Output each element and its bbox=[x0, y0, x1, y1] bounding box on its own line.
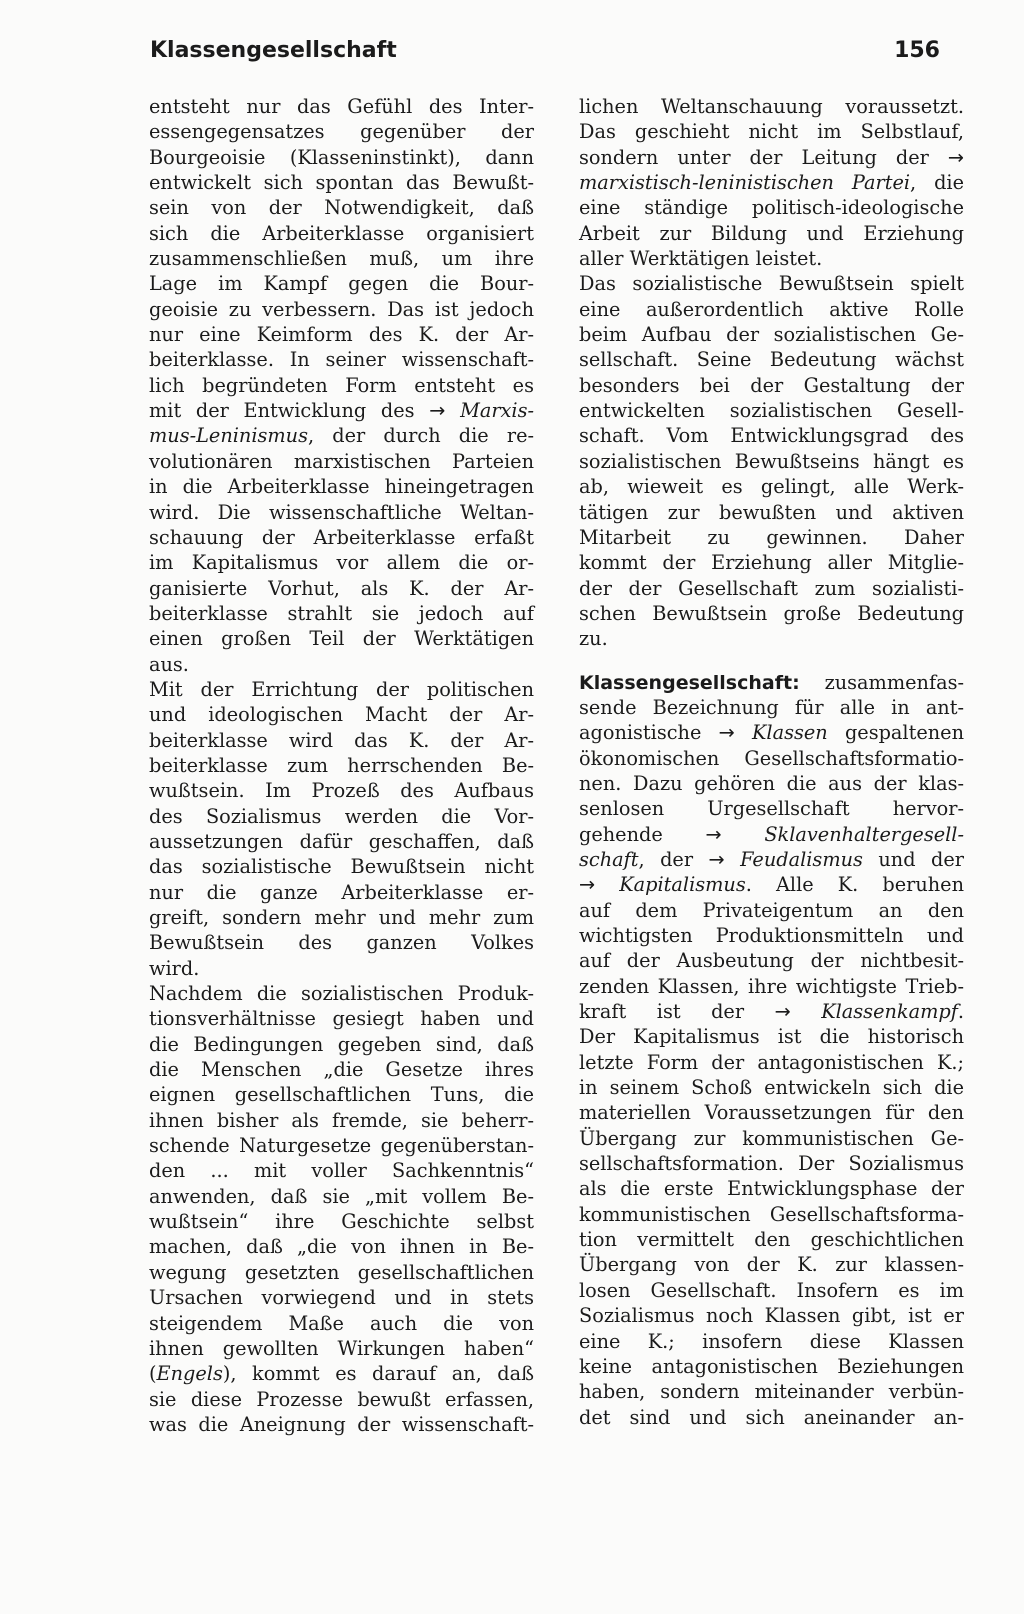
page-number: 156 bbox=[894, 38, 940, 63]
text-line bbox=[149, 500, 534, 525]
cross-reference-arrow-icon: → bbox=[947, 145, 964, 169]
text-segment: wichtigsten Produktionsmitteln und bbox=[579, 924, 964, 947]
text-segment: sellschaft. Seine Bedeutung wächst bbox=[579, 348, 964, 372]
text-line bbox=[579, 1202, 964, 1227]
text-line bbox=[149, 297, 534, 322]
text-line bbox=[149, 525, 534, 550]
text-segment: sich die Arbeiterklasse organisiert bbox=[149, 221, 534, 245]
text-line bbox=[149, 398, 534, 423]
text-line bbox=[149, 1032, 534, 1057]
text-line bbox=[149, 449, 534, 474]
text-segment: ökonomischen Gesellschaftsformatio- bbox=[579, 746, 964, 770]
text-line bbox=[579, 373, 964, 398]
text-segment: wird. bbox=[149, 956, 200, 980]
text-segment: agonistische bbox=[579, 721, 719, 745]
text-segment: beiterklasse wird das K. der Ar- bbox=[149, 728, 534, 752]
text-line bbox=[579, 271, 964, 296]
text-line bbox=[149, 145, 534, 170]
text-line bbox=[149, 170, 534, 195]
text-segment: entwickelten sozialistischen Gesell- bbox=[579, 399, 964, 423]
text-segment: was die Aneignung der wissenschaft- bbox=[149, 1412, 534, 1436]
text-line bbox=[579, 923, 964, 948]
text-segment: , die bbox=[910, 171, 964, 195]
text-line bbox=[579, 1252, 964, 1277]
text-line bbox=[579, 974, 964, 999]
text-line bbox=[149, 1336, 534, 1361]
text-segment: eine außerordentlich aktive Rolle bbox=[579, 297, 964, 321]
text-line bbox=[579, 847, 964, 872]
text-line bbox=[149, 576, 534, 601]
text-line bbox=[579, 601, 964, 626]
text-segment: Sozialismus noch Klassen gibt, ist er bbox=[579, 1304, 964, 1328]
text-line bbox=[579, 119, 964, 144]
text-segment: ihnen bisher als fremde, sie beherr- bbox=[149, 1108, 534, 1132]
text-line bbox=[579, 1151, 964, 1176]
text-line bbox=[149, 271, 534, 296]
text-line bbox=[149, 930, 534, 955]
text-line bbox=[579, 1050, 964, 1075]
text-line bbox=[579, 1126, 964, 1151]
text-segment: losen Gesellschaft. Insofern es im bbox=[579, 1278, 964, 1302]
text-segment: schaft. Vom Entwicklungsgrad des bbox=[579, 424, 964, 448]
text-segment: auf dem Privateigentum an den bbox=[579, 898, 964, 922]
text-line bbox=[579, 948, 964, 973]
text-segment: gespaltenen bbox=[827, 721, 964, 745]
text-line bbox=[149, 1387, 534, 1412]
text-line bbox=[149, 322, 534, 347]
text-line bbox=[149, 753, 534, 778]
cross-reference-arrow-icon: → bbox=[774, 1000, 791, 1024]
text-segment: sende Bezeichnung für alle in ant- bbox=[579, 695, 964, 719]
text-line bbox=[579, 525, 964, 550]
text-line bbox=[149, 1082, 534, 1107]
text-segment: das sozialistische Bewußtsein nicht bbox=[149, 855, 534, 879]
text-line bbox=[579, 474, 964, 499]
text-segment: als die erste Entwicklungsphase der bbox=[579, 1177, 964, 1201]
text-line bbox=[149, 601, 534, 626]
text-segment: Arbeit zur Bildung und Erziehung bbox=[579, 221, 964, 245]
text-segment: Ursachen vorwiegend und in stets bbox=[149, 1286, 534, 1310]
text-line bbox=[149, 1361, 534, 1386]
text-line bbox=[579, 999, 964, 1024]
text-segment: sellschaftsformation. Der Sozialismus bbox=[579, 1152, 964, 1176]
text-segment: besonders bei der Gestaltung der bbox=[579, 373, 964, 397]
entry-headword: Klassengesellschaft: bbox=[579, 671, 800, 694]
text-line bbox=[149, 905, 534, 930]
text-segment: ganisierte Vorhut, als K. der Ar- bbox=[149, 576, 534, 600]
text-segment: greift, sondern mehr und mehr zum bbox=[149, 906, 534, 929]
text-segment: nur die ganze Arbeiterklasse er- bbox=[149, 880, 534, 904]
text-segment: des Sozialismus werden die Vor- bbox=[149, 804, 534, 828]
text-line bbox=[149, 1311, 534, 1336]
text-segment: schende Naturgesetze gegenüberstan- bbox=[149, 1134, 534, 1158]
text-segment: wegung gesetzten gesellschaftlichen bbox=[149, 1260, 534, 1284]
text-segment: Marxis- bbox=[460, 399, 534, 423]
text-line bbox=[579, 670, 964, 695]
text-line bbox=[149, 702, 534, 727]
text-line bbox=[149, 854, 534, 879]
text-segment: . Alle K. beruhen bbox=[745, 873, 964, 897]
text-segment: gehende bbox=[579, 822, 706, 846]
text-line bbox=[149, 728, 534, 753]
text-line bbox=[149, 1234, 534, 1259]
text-line bbox=[149, 246, 534, 271]
text-line bbox=[149, 1108, 534, 1133]
text-segment: einen großen Teil der Werktätigen bbox=[149, 627, 534, 651]
text-segment: in die Arbeiterklasse hineingetragen bbox=[149, 475, 534, 499]
text-segment: , der bbox=[638, 847, 709, 871]
running-head: Klassengesellschaft bbox=[150, 38, 397, 63]
text-line bbox=[579, 576, 964, 601]
right-column bbox=[579, 94, 964, 1430]
text-segment: nen. Dazu gehören die aus der klas- bbox=[579, 771, 964, 795]
text-line bbox=[579, 1075, 964, 1100]
text-segment: der der Gesellschaft zum sozialisti- bbox=[579, 576, 964, 600]
text-segment: eine ständige politisch-ideologische bbox=[579, 196, 964, 220]
text-line bbox=[149, 195, 534, 220]
text-line bbox=[579, 872, 964, 897]
text-segment: marxistisch-leninistischen Partei bbox=[579, 171, 911, 195]
text-segment: , der durch die re- bbox=[308, 424, 534, 448]
text-segment: tätigen zur bewußten und aktiven bbox=[579, 500, 964, 524]
text-segment: auf der Ausbeutung der nichtbesit- bbox=[579, 949, 964, 973]
text-line bbox=[579, 221, 964, 246]
text-segment: Mitarbeit zu gewinnen. Daher bbox=[579, 525, 964, 549]
text-segment: ihnen gewollten Wirkungen haben“ bbox=[149, 1336, 534, 1360]
text-segment: Bewußtsein des ganzen Volkes bbox=[149, 931, 534, 955]
text-line bbox=[149, 1158, 534, 1183]
text-line bbox=[579, 1379, 964, 1404]
text-segment: lichen Weltanschauung voraussetzt. bbox=[579, 95, 964, 118]
text-line bbox=[579, 720, 964, 745]
text-segment: Sklavenhaltergesell- bbox=[764, 822, 964, 846]
text-line bbox=[579, 1354, 964, 1379]
text-segment: Kapitalismus bbox=[619, 873, 746, 897]
text-line bbox=[579, 626, 964, 651]
text-line bbox=[149, 373, 534, 398]
text-segment: Der Kapitalismus ist die historisch bbox=[579, 1025, 964, 1049]
text-segment: sein von der Notwendigkeit, daß bbox=[149, 196, 534, 220]
text-line bbox=[149, 652, 534, 677]
text-segment: Bourgeoisie (Klasseninstinkt), dann bbox=[149, 145, 534, 169]
text-segment: sozialistischen Bewußtseins hängt es bbox=[579, 449, 964, 473]
text-line bbox=[579, 1176, 964, 1201]
text-segment: ab, wieweit es gelingt, alle Werk- bbox=[579, 475, 964, 499]
text-line bbox=[149, 804, 534, 829]
text-segment: materiellen Voraussetzungen für den bbox=[579, 1101, 964, 1125]
text-segment: essengegensatzes gegenüber der bbox=[149, 120, 534, 144]
text-line bbox=[579, 1024, 964, 1049]
text-segment: volutionären marxistischen Parteien bbox=[149, 449, 534, 473]
text-segment: beiterklasse strahlt sie jedoch auf bbox=[149, 601, 534, 625]
text-segment: Mit der Errichtung der politischen bbox=[149, 677, 534, 701]
text-segment: Übergang zur kommunistischen Ge- bbox=[579, 1126, 964, 1150]
text-segment: im Kapitalismus vor allem die or- bbox=[149, 551, 534, 575]
text-segment: Feudalismus bbox=[740, 847, 863, 871]
text-segment: ), kommt es darauf an, daß bbox=[222, 1362, 534, 1386]
text-line bbox=[149, 1260, 534, 1285]
text-line bbox=[579, 746, 964, 771]
text-segment: zusammenschließen muß, um ihre bbox=[149, 247, 534, 271]
text-segment: und der bbox=[862, 847, 964, 871]
text-line bbox=[579, 322, 964, 347]
text-line bbox=[149, 677, 534, 702]
cross-reference-arrow-icon: → bbox=[718, 721, 735, 745]
text-segment: die Bedingungen gegeben sind, daß bbox=[149, 1032, 534, 1056]
text-line bbox=[149, 829, 534, 854]
text-segment: aus. bbox=[149, 652, 189, 676]
cross-reference-arrow-icon: → bbox=[705, 822, 722, 846]
text-segment: kraft ist der bbox=[579, 1000, 775, 1024]
text-line bbox=[579, 898, 964, 923]
text-line bbox=[149, 1057, 534, 1082]
text-line bbox=[149, 1133, 534, 1158]
text-segment: machen, daß „die von ihnen in Be- bbox=[149, 1235, 534, 1259]
text-line bbox=[579, 796, 964, 821]
text-segment: beim Aufbau der sozialistischen Ge- bbox=[579, 323, 964, 347]
text-line bbox=[149, 1184, 534, 1209]
text-line bbox=[579, 195, 964, 220]
text-segment: schen Bewußtsein große Bedeutung bbox=[579, 601, 964, 625]
text-segment: Lage im Kampf gegen die Bour- bbox=[149, 272, 534, 296]
text-segment: Übergang von der K. zur klassen- bbox=[579, 1253, 964, 1277]
entry-separator bbox=[579, 652, 964, 670]
text-line bbox=[579, 347, 964, 372]
text-line bbox=[149, 474, 534, 499]
text-line bbox=[579, 1329, 964, 1354]
text-segment: kommunistischen Gesellschaftsforma- bbox=[579, 1202, 964, 1226]
text-line bbox=[149, 119, 534, 144]
text-segment: eine K.; insofern diese Klassen bbox=[579, 1329, 964, 1353]
text-line bbox=[579, 500, 964, 525]
text-segment bbox=[725, 848, 740, 871]
text-segment: senlosen Urgesellschaft hervor- bbox=[579, 797, 964, 821]
text-line bbox=[579, 822, 964, 847]
text-line bbox=[579, 1405, 964, 1430]
text-segment: mus-Leninismus bbox=[149, 424, 308, 448]
text-segment: steigendem Maße auch die von bbox=[149, 1311, 534, 1335]
text-segment: sondern unter der Leitung der bbox=[579, 145, 948, 169]
text-line bbox=[579, 398, 964, 423]
text-segment: wird. Die wissenschaftliche Weltan- bbox=[149, 500, 534, 524]
text-line bbox=[149, 981, 534, 1006]
text-line bbox=[149, 423, 534, 448]
text-line bbox=[149, 221, 534, 246]
text-segment: in seinem Schoß entwickeln sich die bbox=[579, 1076, 964, 1100]
text-segment: die Menschen „die Gesetze ihres bbox=[149, 1058, 534, 1082]
text-segment: beiterklasse. In seiner wissenschaft- bbox=[149, 348, 534, 372]
text-segment: entsteht nur das Gefühl des Inter- bbox=[149, 95, 534, 118]
text-line bbox=[579, 297, 964, 322]
text-line bbox=[149, 347, 534, 372]
text-line bbox=[149, 1209, 534, 1234]
text-segment bbox=[595, 873, 619, 896]
text-segment: letzte Form der antagonistischen K.; bbox=[579, 1050, 964, 1074]
text-segment: . bbox=[957, 1000, 964, 1024]
text-segment: lich begründeten Form entsteht es bbox=[149, 373, 534, 397]
text-segment: Das sozialistische Bewußtsein spielt bbox=[579, 272, 964, 296]
text-segment: wußtsein. Im Prozeß des Aufbaus bbox=[149, 779, 534, 803]
text-segment: entwickelt sich spontan das Bewußt- bbox=[149, 171, 534, 195]
text-line bbox=[579, 94, 964, 119]
text-line bbox=[579, 246, 964, 271]
text-line bbox=[149, 880, 534, 905]
text-segment bbox=[735, 721, 752, 744]
text-segment: tionsverhältnisse gesiegt haben und bbox=[149, 1007, 534, 1031]
text-segment: sie diese Prozesse bewußt erfassen, bbox=[149, 1387, 534, 1411]
text-segment: schaft bbox=[579, 847, 639, 871]
text-segment: anwenden, daß sie „mit vollem Be- bbox=[149, 1184, 534, 1208]
text-segment bbox=[445, 399, 460, 422]
text-line bbox=[579, 1227, 964, 1252]
text-line bbox=[579, 170, 964, 195]
text-segment: keine antagonistischen Beziehungen bbox=[579, 1354, 964, 1378]
text-line bbox=[579, 145, 964, 170]
text-segment: zenden Klassen, ihre wichtigste Trieb- bbox=[579, 974, 964, 998]
text-line bbox=[579, 1100, 964, 1125]
text-line bbox=[149, 778, 534, 803]
text-segment: zu. bbox=[579, 627, 608, 651]
text-line bbox=[149, 1285, 534, 1310]
text-segment: Das geschieht nicht im Selbstlauf, bbox=[579, 120, 964, 144]
text-segment: aussetzungen dafür geschaffen, daß bbox=[149, 829, 534, 853]
text-segment: beiterklasse zum herrschenden Be- bbox=[149, 753, 534, 777]
text-segment: und ideologischen Macht der Ar- bbox=[149, 703, 534, 727]
text-line bbox=[149, 94, 534, 119]
left-column bbox=[149, 94, 534, 1437]
text-segment: Klassen bbox=[752, 721, 828, 745]
text-segment: geoisie zu verbessern. Das ist jedoch bbox=[149, 297, 534, 321]
text-line bbox=[149, 1412, 534, 1437]
text-segment: eignen gesellschaftlichen Tuns, die bbox=[149, 1083, 534, 1107]
text-line bbox=[149, 1006, 534, 1031]
text-segment: wußtsein“ ihre Geschichte selbst bbox=[149, 1210, 534, 1234]
text-line bbox=[579, 1303, 964, 1328]
text-segment: haben, sondern miteinander verbün- bbox=[579, 1380, 964, 1404]
text-line bbox=[579, 449, 964, 474]
text-segment: den ... mit voller Sachkenntnis“ bbox=[149, 1159, 534, 1183]
text-segment bbox=[722, 823, 765, 846]
text-segment: kommt der Erziehung aller Mitglie- bbox=[579, 551, 964, 575]
cross-reference-arrow-icon: → bbox=[429, 399, 446, 423]
text-line bbox=[149, 956, 534, 981]
text-line bbox=[579, 550, 964, 575]
text-line bbox=[579, 1278, 964, 1303]
text-segment: det sind und sich aneinander an- bbox=[579, 1405, 964, 1429]
cross-reference-arrow-icon: → bbox=[708, 847, 725, 871]
text-segment: ( bbox=[149, 1362, 157, 1386]
text-segment: zusammenfas- bbox=[799, 670, 964, 694]
text-segment: schauung der Arbeiterklasse erfaßt bbox=[149, 525, 534, 549]
text-line bbox=[579, 423, 964, 448]
cross-reference-arrow-icon: → bbox=[579, 873, 596, 897]
text-segment: mit der Entwicklung des bbox=[149, 399, 430, 423]
text-line bbox=[149, 626, 534, 651]
text-segment: Engels bbox=[156, 1362, 223, 1386]
text-line bbox=[149, 550, 534, 575]
text-line bbox=[579, 695, 964, 720]
text-line bbox=[579, 771, 964, 796]
text-segment: nur eine Keimform des K. der Ar- bbox=[149, 323, 534, 347]
text-segment: tion vermittelt den geschichtlichen bbox=[579, 1228, 964, 1252]
text-segment: Nachdem die sozialistischen Produk- bbox=[149, 982, 534, 1006]
text-segment bbox=[791, 1000, 822, 1023]
text-segment: aller Werktätigen leistet. bbox=[579, 247, 823, 271]
text-segment: Klassenkampf bbox=[821, 1000, 958, 1024]
